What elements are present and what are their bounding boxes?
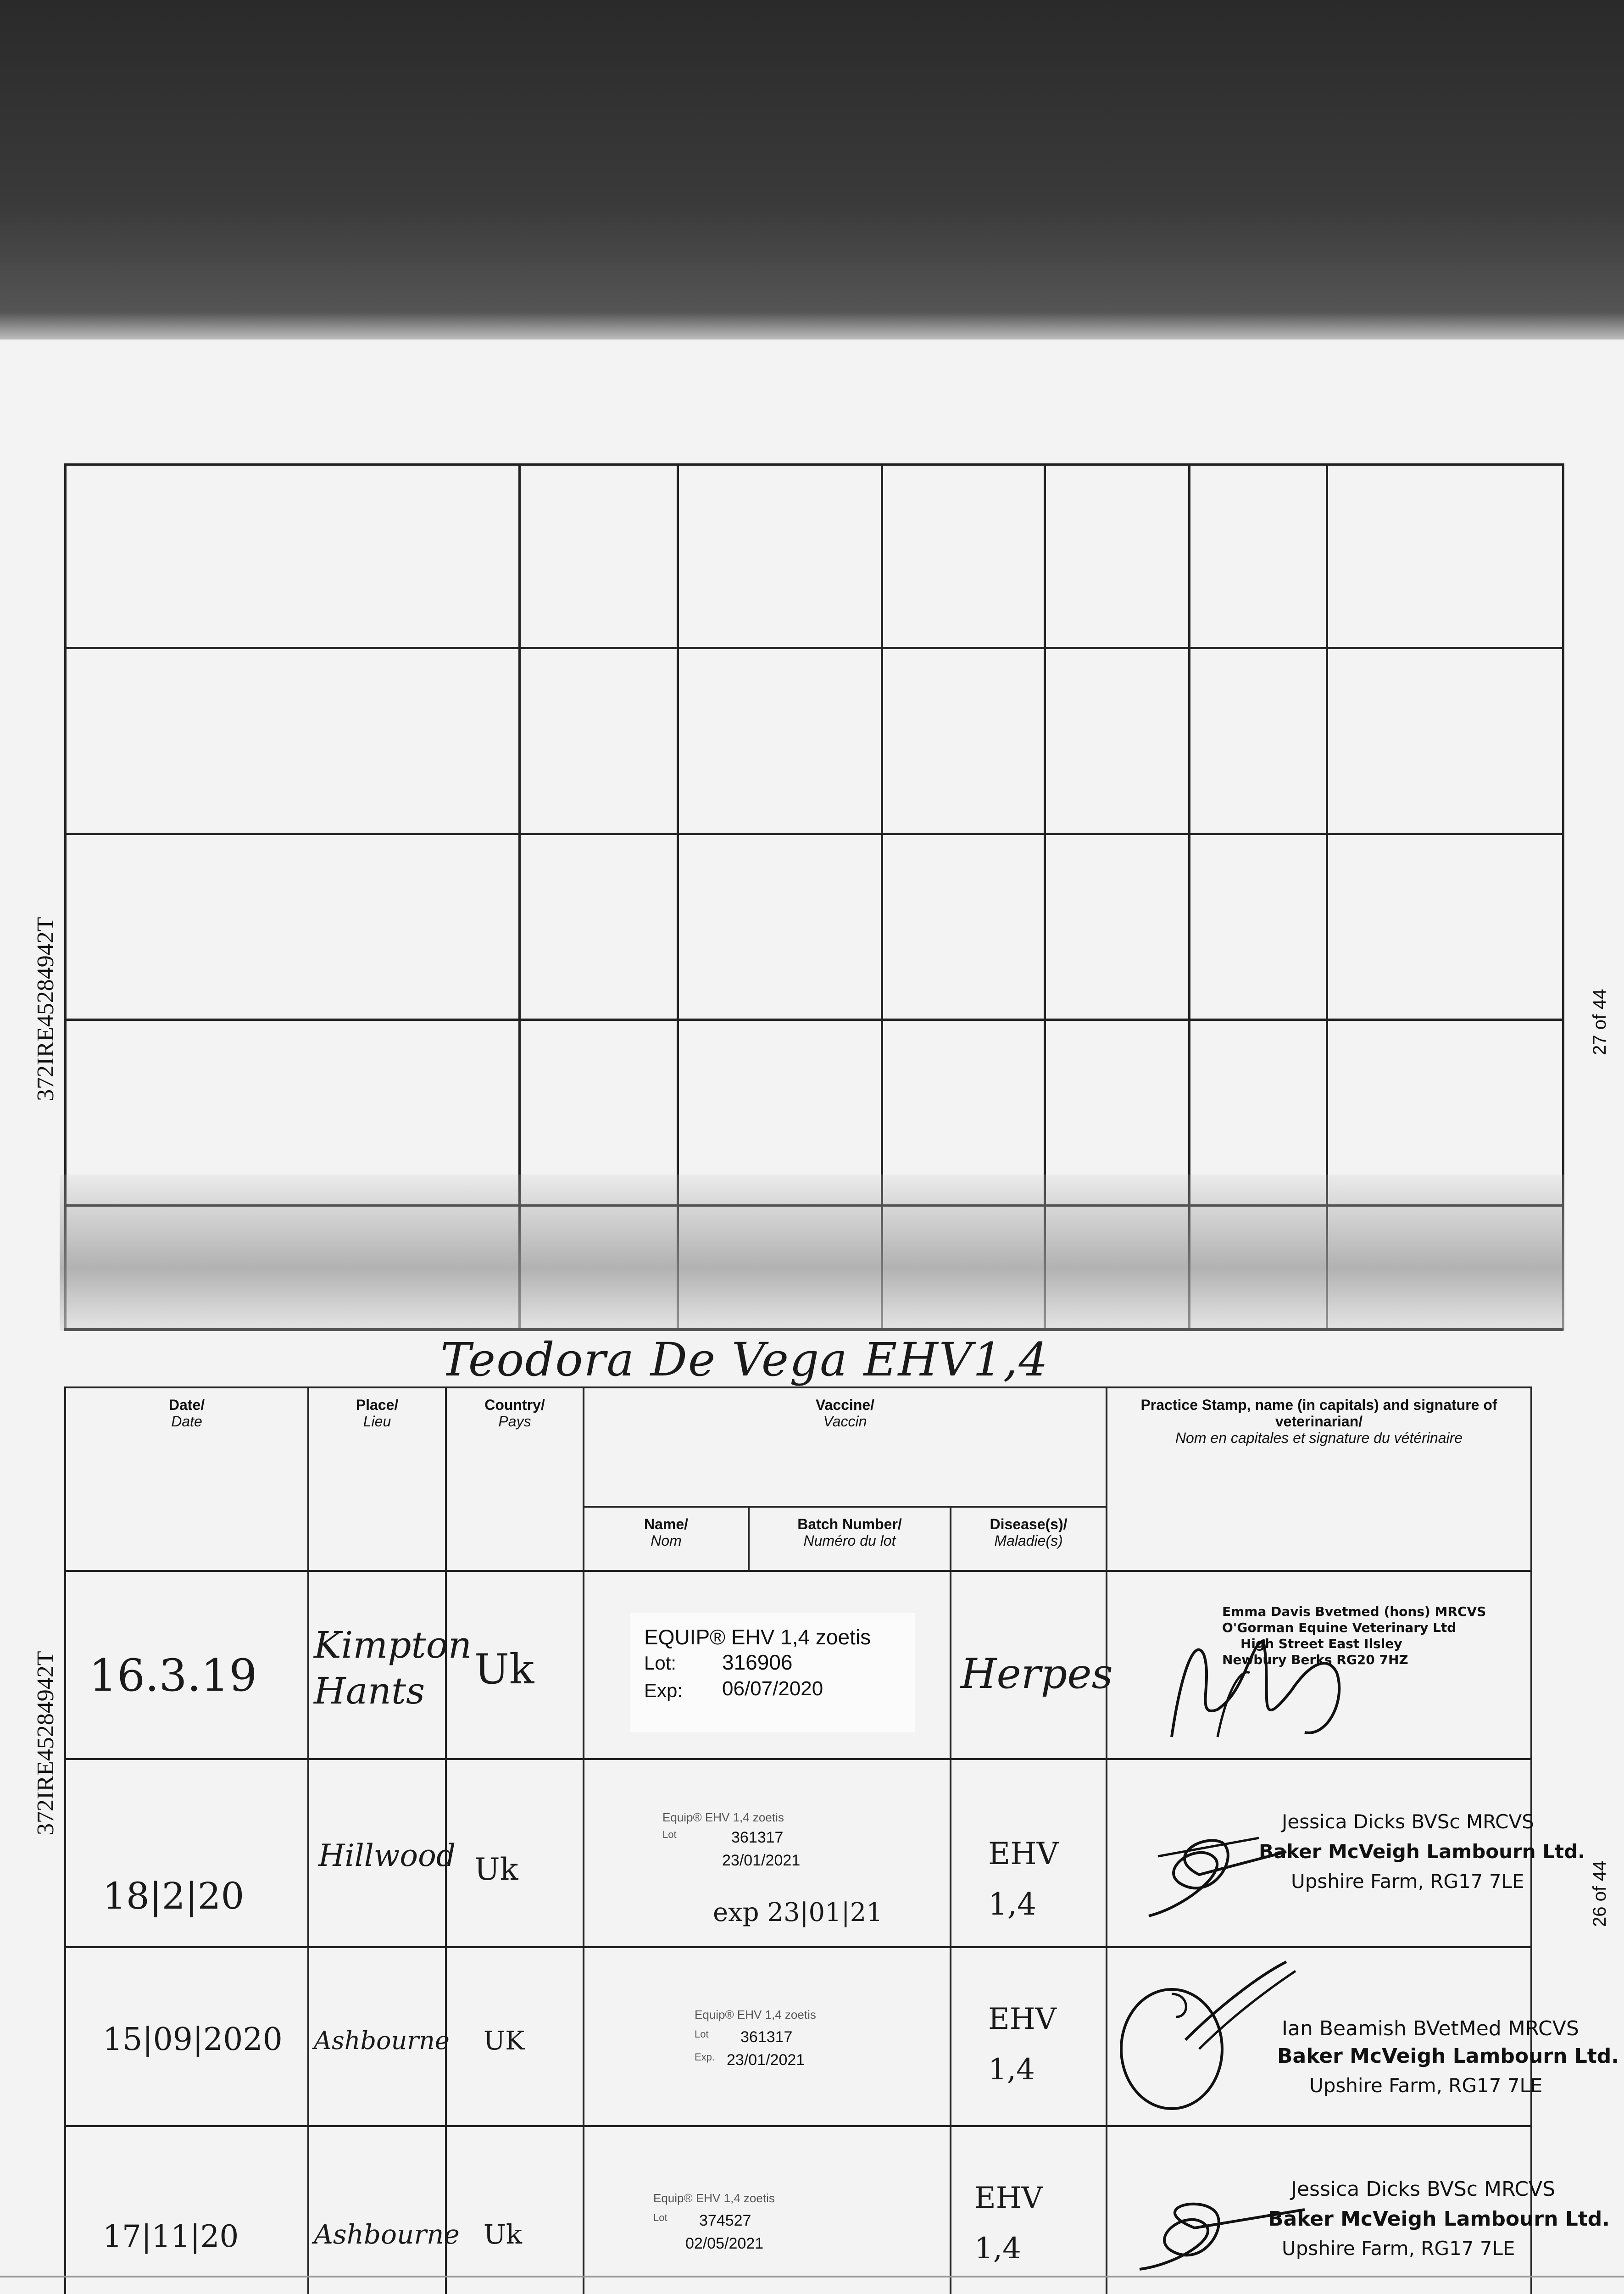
disease-cell: EHV 1,4 [951, 1759, 1107, 1947]
table-row [65, 2126, 1531, 2294]
header-date: Date/ Date [65, 1387, 308, 1571]
date-cell: 16.3.19 [65, 1571, 308, 1759]
veterinarian-signature [1112, 1953, 1305, 2118]
header-batch-number: Batch Number/ Numéro du lot [749, 1507, 951, 1571]
stamp-cell: Jessica Dicks BVSc MRCVS Baker McVeigh Lambourn Ltd. Upshire Farm, RG17 7LE [1107, 2126, 1531, 2294]
header-vaccine-name: Name/ Nom [584, 1507, 749, 1571]
table-row [65, 1571, 1531, 1759]
header-stamp: Practice Stamp, name (in capitals) and signature of veterinarian/ Nom en capitales et signature du vétérinaire [1107, 1387, 1531, 1571]
header-country: Country/ Pays [446, 1387, 584, 1571]
vaccine-sticker-cell: EQUIP® EHV 1,4 zoetis Lot: 316906 Exp: 06/07/2020 [584, 1571, 951, 1759]
page-number-lower: 26 of 44 [1590, 1860, 1610, 1927]
header-vaccine: Vaccine/ Vaccin [584, 1387, 1107, 1507]
date-cell: 15|09|2020 [65, 1947, 308, 2126]
country-cell: Uk [446, 1759, 584, 1947]
handwritten-horse-note: Teodora De Vega EHV1,4 [440, 1333, 1049, 1386]
stamp-cell: Jessica Dicks BVSc MRCVS Baker McVeigh Lambourn Ltd. Upshire Farm, RG17 7LE [1107, 1759, 1531, 1947]
page-number-upper: 27 of 44 [1590, 989, 1610, 1055]
table-row [65, 1947, 1531, 2126]
blurred-header-band [60, 1175, 1564, 1331]
place-cell: Kimpton Hants [308, 1571, 446, 1759]
vaccine-sticker-cell: Equip® EHV 1,4 zoetis Lot 361317 Exp. 23/01/2021 [584, 1947, 951, 2126]
place-cell: Ashbourne [308, 2126, 446, 2294]
bottom-scan-edge [0, 2276, 1624, 2277]
disease-cell: Herpes [951, 1571, 1107, 1759]
stamp-cell: Emma Davis Bvetmed (hons) MRCVS O'Gorman Equine Veterinary Ltd High Street East Ilsley Newbury Berks RG20 7HZ [1107, 1571, 1531, 1759]
place-cell: Hillwood [308, 1759, 446, 1947]
date-cell: 17|11|20 [65, 2126, 308, 2294]
registration-code-upper: 372IRE45284942T [33, 917, 59, 1101]
disease-cell: EHV 1,4 [951, 1947, 1107, 2126]
vaccine-sticker-cell: Equip® EHV 1,4 zoetis Lot 374527 02/05/2021 [584, 2126, 951, 2294]
country-cell: Uk [446, 2126, 584, 2294]
veterinarian-signature [1121, 2159, 1314, 2294]
country-cell: Uk [446, 1571, 584, 1759]
vaccine-sticker-cell: Equip® EHV 1,4 zoetis Lot 361317 23/01/2021 exp 23|01|21 [584, 1759, 951, 1947]
scan-shadow [0, 0, 1624, 340]
date-cell: 18|2|20 [65, 1759, 308, 1947]
disease-cell: EHV 1,4 [951, 2126, 1107, 2294]
country-cell: UK [446, 1947, 584, 2126]
place-cell: Ashbourne [308, 1947, 446, 2126]
veterinarian-signature [1153, 1599, 1383, 1746]
header-place: Place/ Lieu [308, 1387, 446, 1571]
table-row [65, 1759, 1531, 1947]
header-disease: Disease(s)/ Maladie(s) [951, 1507, 1107, 1571]
stamp-cell: Ian Beamish BVetMed MRCVS Baker McVeigh Lambourn Ltd. Upshire Farm, RG17 7LE [1107, 1947, 1531, 2126]
registration-code-lower: 372IRE45284942T [33, 1651, 59, 1835]
veterinarian-signature [1121, 1797, 1305, 1934]
